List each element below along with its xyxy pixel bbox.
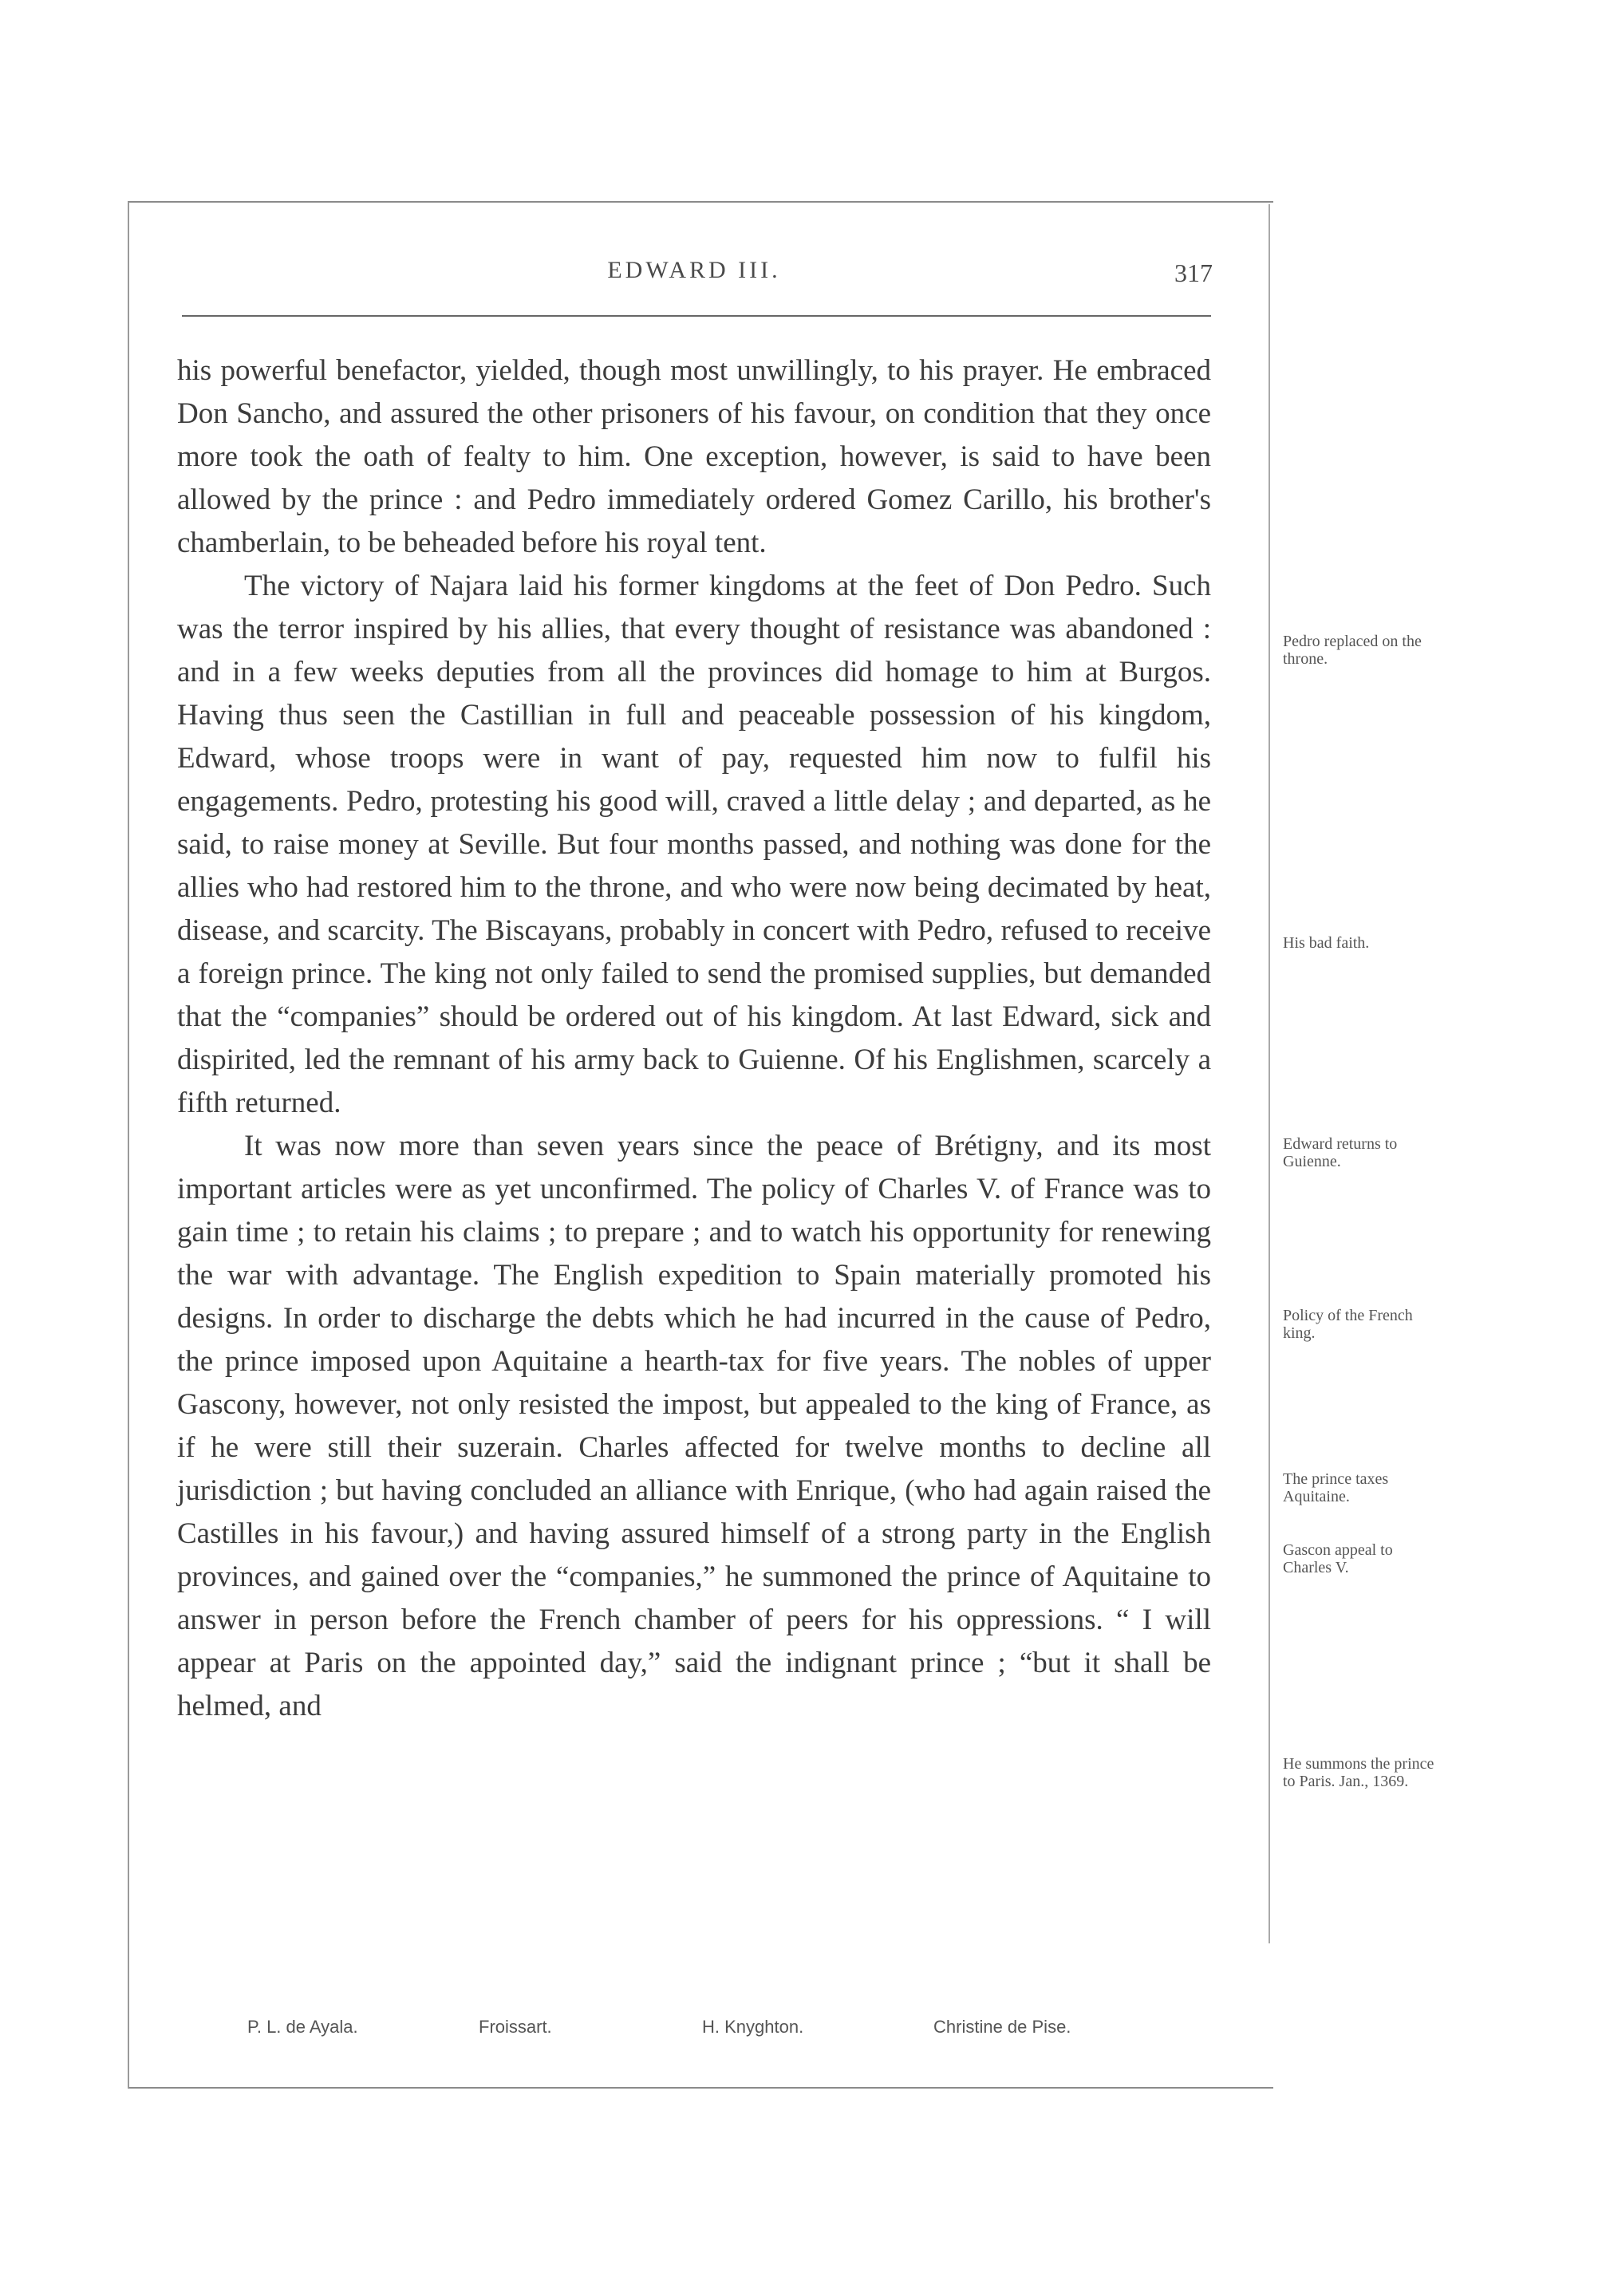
side-note: Policy of the French king. [1283, 1307, 1413, 1342]
running-head: EDWARD III. [607, 257, 781, 283]
side-note: Edward returns to Guienne. [1283, 1135, 1398, 1170]
citation: H. Knyghton. [702, 2017, 804, 2037]
source-citations [247, 2017, 1205, 2041]
header-rule [182, 315, 1211, 317]
paragraph: his powerful benefactor, yielded, though most unwillingly, to his prayer. He embraced Don Sancho, and assured the other prisoners of his favour, on condition that they once more took the oath of fealty to him. One exception, however, is said to have been allowed by the prince : and Pedro immediately ordered Gomez Carillo, his brother's chamberlain, to be beheaded before his royal tent. [177, 354, 1211, 559]
page-number: 317 [1174, 258, 1213, 287]
paragraph: The victory of Najara laid his former kingdoms at the feet of Don Pedro. Such was the terror inspired by his allies, that every thought of resistance was abandoned : and in a few weeks deputies from all the provinces did homage to him at Burgos. Having thus seen the Castillian in full and peaceable possession of his kingdom, Edward, whose troops were in want of pay, requested him now to fulfil his engagements. Pedro, protesting his good will, craved a little delay ; and departed, as he said, to raise money at Seville. But four months passed, and nothing was done for the allies who had restored him to the throne, and who were now being decimated by heat, disease, and scarcity. The Biscayans, probably in concert with Pedro, refused to receive a foreign prince. The king not only failed to send the promised supplies, but demanded that the “companies” should be ordered out of his kingdom. At last Edward, sick and dispirited, led the remnant of his army back to Guienne. Of his Englishmen, scarcely a fifth returned. [177, 570, 1211, 1119]
citation: P. L. de Ayala. [247, 2017, 358, 2037]
side-note: He summons the prince to Paris. Jan., 1369. [1283, 1755, 1434, 1790]
margin-rule [1269, 204, 1270, 1943]
side-note: His bad faith. [1283, 934, 1370, 952]
citation: Froissart. [479, 2017, 552, 2037]
side-note: Gascon appeal to Charles V. [1283, 1541, 1393, 1576]
body-text [177, 349, 1211, 1728]
side-note: Pedro replaced on the throne. [1283, 633, 1422, 668]
paragraph: It was now more than seven years since the peace of Brétigny, and its most important articles were as yet unconfirmed. The policy of Charles V. of France was to gain time ; to retain his claims ; to prepare ; and to watch his opportunity for renewing the war with advantage. The English expedition to Spain materially promoted his designs. In order to discharge the debts which he had incurred in the cause of Pedro, the prince imposed upon Aquitaine a hearth-tax for five years. The nobles of upper Gascony, however, not only resisted the impost, but appealed to the king of France, as if he were still their suzerain. Charles affected for twelve months to decline all jurisdiction ; but having concluded an alliance with Enrique, (who had again raised the Castilles in his favour,) and having assured himself of a strong party in the English provinces, and gained over the “companies,” he summoned the prince of Aquitaine to answer in person before the French chamber of peers for his oppressions. “ I will appear at Paris on the appointed day,” said the indignant prince ; “but it shall be helmed, and [177, 1130, 1211, 1722]
side-note: The prince taxes Aquitaine. [1283, 1470, 1389, 1505]
page-header [176, 254, 1213, 302]
citation: Christine de Pise. [933, 2017, 1071, 2037]
